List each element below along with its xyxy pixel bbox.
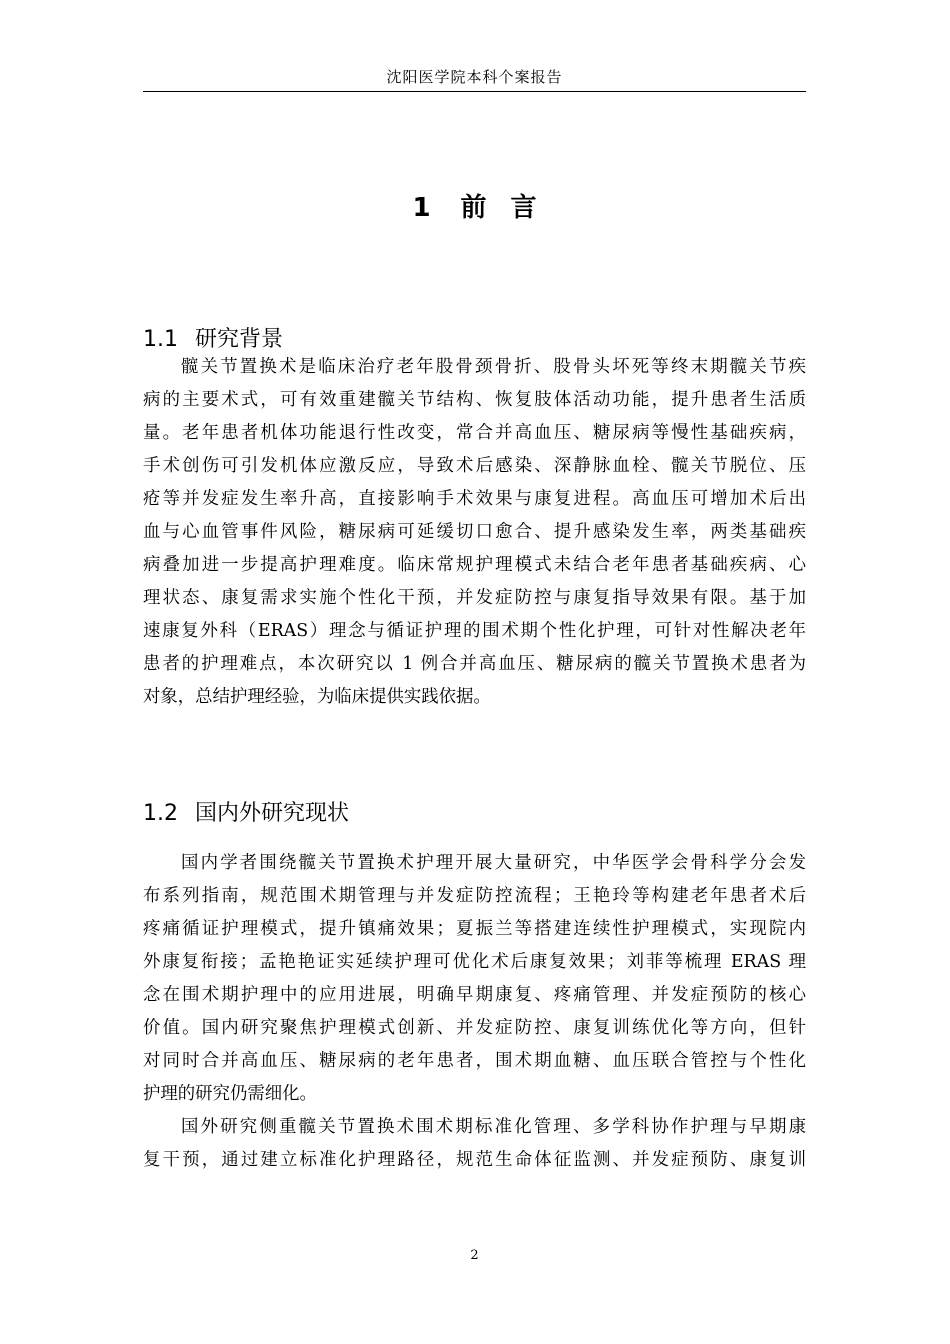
paragraph-line: 理状态、康复需求实施个性化干预，并发症防控与康复指导效果有限。基于加 [143,588,806,608]
paragraph-line: 国内学者围绕髋关节置换术护理开展大量研究，中华医学会骨科学分会发 [181,853,806,873]
section-title: 研究背景 [195,327,284,352]
page-number: 2 [470,1248,479,1263]
paragraph-line: 外康复衔接；孟艳艳证实延续护理可优化术后康复效果；刘菲等梳理 ERAS 理 [143,952,806,972]
paragraph-line: 布系列指南，规范围术期管理与并发症防控流程；王艳玲等构建老年患者术后 [143,886,806,906]
paragraph-line: 对同时合并高血压、糖尿病的老年患者，围术期血糖、血压联合管控与个性化 [143,1051,806,1071]
paragraph-line: 速康复外科（ERAS）理念与循证护理的围术期个性化护理，可针对性解决老年 [143,621,806,641]
paragraph-line: 患者的护理难点，本次研究以 1 例合并高血压、糖尿病的髋关节置换术患者为 [143,654,806,674]
section-number: 1.1 [143,327,178,352]
paragraph-line: 量。老年患者机体功能退行性改变，常合并高血压、糖尿病等慢性基础疾病， [143,423,806,443]
section-title: 国内外研究现状 [195,801,350,826]
paragraph-line: 对象，总结护理经验，为临床提供实践依据。 [143,687,491,707]
running-header-title: 沈阳医学院本科个案报告 [386,68,563,86]
paragraph-line: 护理的研究仍需细化。 [143,1084,317,1104]
paragraph-line: 手术创伤可引发机体应激反应，导致术后感染、深静脉血栓、髋关节脱位、压 [143,456,806,476]
paragraph-line: 病叠加进一步提高护理难度。临床常规护理模式未结合老年患者基础疾病、心 [143,555,806,575]
chapter-title-part2: 言 [510,193,537,223]
section-heading-1-2 [143,798,806,830]
paragraph-line: 复干预，通过建立标准化护理路径，规范生命体征监测、并发症预防、康复训 [143,1150,806,1170]
paragraph-line: 病的主要术式，可有效重建髋关节结构、恢复肢体活动功能，提升患者生活质 [143,390,806,410]
section-number: 1.2 [143,801,178,826]
chapter-title [143,188,806,228]
paragraph-line: 髋关节置换术是临床治疗老年股骨颈骨折、股骨头坏死等终末期髋关节疾 [181,357,806,377]
paragraph-line: 疼痛循证护理模式，提升镇痛效果；夏振兰等搭建连续性护理模式，实现院内 [143,919,806,939]
header-divider [143,91,806,92]
paragraph-line: 疮等并发症发生率升高，直接影响手术效果与康复进程。高血压可增加术后出 [143,489,806,509]
chapter-title-part1: 前 [460,193,487,223]
paragraph-research-background [143,351,806,714]
paragraph-foreign-research [143,1111,806,1177]
paragraph-line: 价值。国内研究聚焦护理模式创新、并发症防控、康复训练优化等方向，但针 [143,1018,806,1038]
chapter-number: 1 [412,193,431,223]
paragraph-line: 国外研究侧重髋关节置换术围术期标准化管理、多学科协作护理与早期康 [181,1117,806,1137]
paragraph-line: 血与心血管事件风险，糖尿病可延缓切口愈合、提升感染发生率，两类基础疾 [143,522,806,542]
paragraph-domestic-research [143,847,806,1111]
paragraph-line: 念在围术期护理中的应用进展，明确早期康复、疼痛管理、并发症预防的核心 [143,985,806,1005]
